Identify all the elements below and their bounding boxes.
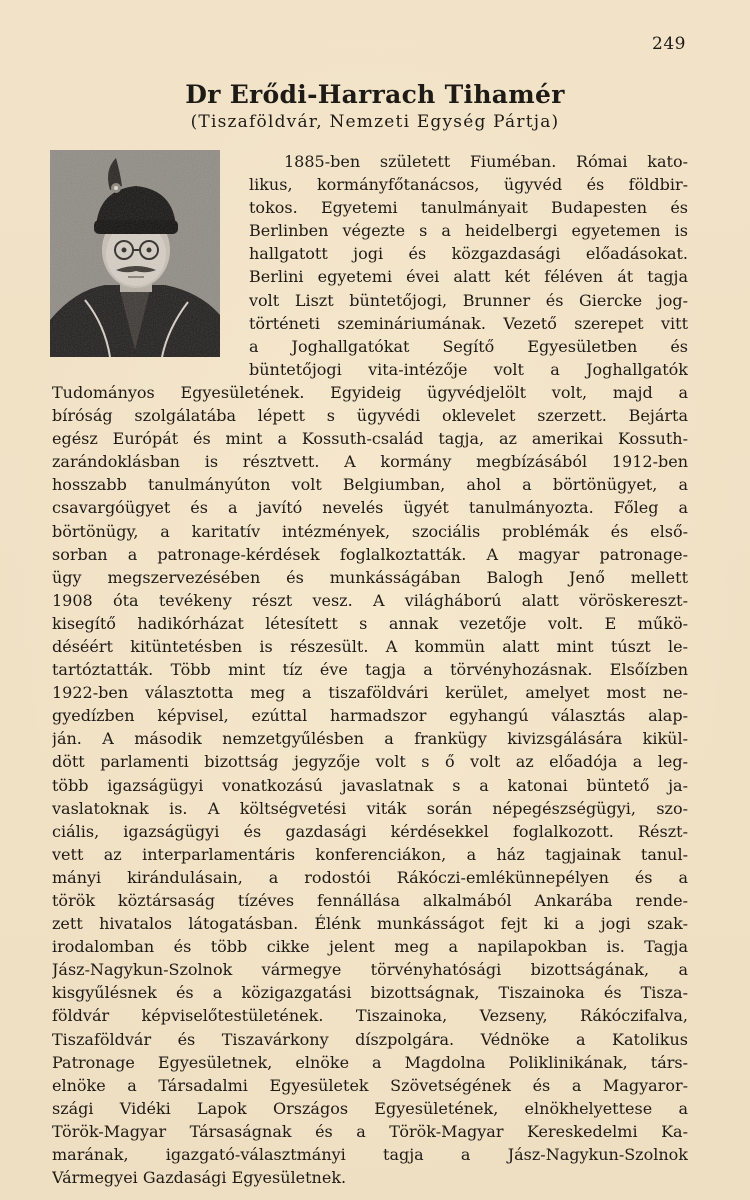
text-line: bíróság szolgálatába lépett s ügyvédi oklevelet szerzett. Bejárta [52, 406, 688, 426]
entry-title: Dr Erődi-Harrach Tihamér [185, 80, 565, 109]
text-line: kisgyűlésnek és a közigazgatási bizottságnak, Tiszainoka és Tisza- [52, 983, 688, 1003]
text-line: mányi kirándulásain, a rodostói Rákóczi-emlékünnepélyen és a [52, 867, 688, 887]
text-line: tartóztatták. Több mint tíz éve tagja a törvényhozásnak. Elsőízben [52, 660, 688, 680]
text-line: 1908 óta tevékeny részt vesz. A világháború alatt vöröskereszt- [52, 590, 688, 610]
text-line: vaslatoknak is. A költségvetési viták során népegészségügyi, szo- [52, 798, 688, 818]
text-line: déséért kitüntetésben is részesült. A kommün alatt mint túszt le- [52, 636, 688, 656]
text-line: marának, igazgató-választmányi tagja a Jász-Nagykun-Szolnok [52, 1145, 688, 1165]
text-line: likus, kormányfőtanácsos, ügyvéd és földbir- [249, 175, 688, 195]
text-line: Patronage Egyesületnek, elnöke a Magdolna Poliklinikának, társ- [52, 1052, 688, 1072]
text-line: hallgatott jogi és közgazdasági előadásokat. [249, 244, 688, 264]
text-line: börtönügy, a karitatív intézmények, szociális problémák és első- [52, 521, 688, 541]
text-line: gyedízben képvisel, ezúttal harmadszor egyhangú választás alap- [52, 706, 688, 726]
text-line: büntetőjogi vita-intézője volt a Joghallgatók [249, 359, 688, 379]
text-line: zarándoklásban is résztvett. A kormány megbízásából 1912-ben [52, 452, 688, 472]
text-line: ján. A második nemzetgyűlésben a frankügy kivizsgálására kikül- [52, 729, 688, 749]
text-line: egész Európát és mint a Kossuth-család tagja, az amerikai Kossuth- [52, 429, 688, 449]
text-line: a Joghallgatókat Segítő Egyesületben és [249, 336, 688, 356]
text-line: ciális, igazságügyi és gazdasági kérdésekkel foglalkozott. Részt- [52, 821, 688, 841]
text-line: csavargóügyet és a javító nevelés ügyét tanulmányozta. Főleg a [52, 498, 688, 518]
text-line: Vármegyei Gazdasági Egyesületnek. [52, 1168, 347, 1188]
text-line: Berlinben végezte s a heidelbergi egyetemen is [249, 221, 688, 241]
text-line: volt Liszt büntetőjogi, Brunner és Giercke jog- [249, 290, 688, 310]
text-line: sorban a patronage-kérdések foglalkoztatták. A magyar patronage- [52, 544, 688, 564]
text-line: Berlini egyetemi évei alatt két féléven át tagja [249, 267, 688, 287]
text-line: kisegítő hadikórházat létesített s annak vezetője volt. E műkö- [52, 613, 688, 633]
text-line: Tudományos Egyesületének. Egyideig ügyvédjelölt volt, majd a [52, 382, 688, 402]
text-line: irodalomban és több cikke jelent meg a napilapokban is. Tagja [52, 937, 688, 957]
text-line: dött parlamenti bizottság jegyzője volt s ő volt az előadója a leg- [52, 752, 688, 772]
text-line: hosszabb tanulmányúton volt Belgiumban, ahol a börtönügyet, a [52, 475, 688, 495]
page-number: 249 [652, 34, 686, 54]
text-line: földvár képviselőtestületének. Tiszainoka, Vezseny, Rákóczifalva, [52, 1006, 688, 1026]
text-line: tokos. Egyetemi tanulmányait Budapesten és [249, 198, 688, 218]
text-line: ügy megszervezésében és munkásságában Balogh Jenő mellett [52, 567, 688, 587]
text-line: Török-Magyar Társaságnak és a Török-Magyar Kereskedelmi Ka- [52, 1121, 688, 1141]
text-line: elnöke a Társadalmi Egyesületek Szövetségének és a Magyaror- [52, 1075, 688, 1095]
text-line: török köztársaság tízéves fennállása alkalmából Ankarába rende- [52, 891, 688, 910]
text-line: több igazságügyi vonatkozású javaslatnak s a katonai büntető ja- [52, 775, 688, 795]
text-line: vett az interparlamentáris konferenciákon, a ház tagjainak tanul- [52, 844, 688, 864]
text-line: szági Vidéki Lapok Országos Egyesületének, elnökhelyettese a [52, 1098, 688, 1118]
text-line: történeti szemináriumának. Vezető szerepet vitt [249, 313, 688, 333]
text-line: Tiszaföldvár és Tiszavárkony díszpolgára. Védnöke a Katolikus [52, 1029, 688, 1049]
text-line: zett hivatalos látogatásban. Élénk munkásságot fejt ki a jogi szak- [52, 914, 688, 934]
text-line: 1922-ben választotta meg a tiszaföldvári kerület, amelyet most ne- [52, 683, 688, 703]
text-line: 1885-ben született Fiuméban. Római kato- [284, 152, 688, 171]
entry-subtitle: (Tiszaföldvár, Nemzeti Egység Pártja) [190, 112, 560, 132]
biography-text [52, 150, 688, 1189]
text-line: Jász-Nagykun-Szolnok vármegye törvényhatósági bizottságának, a [52, 960, 688, 980]
